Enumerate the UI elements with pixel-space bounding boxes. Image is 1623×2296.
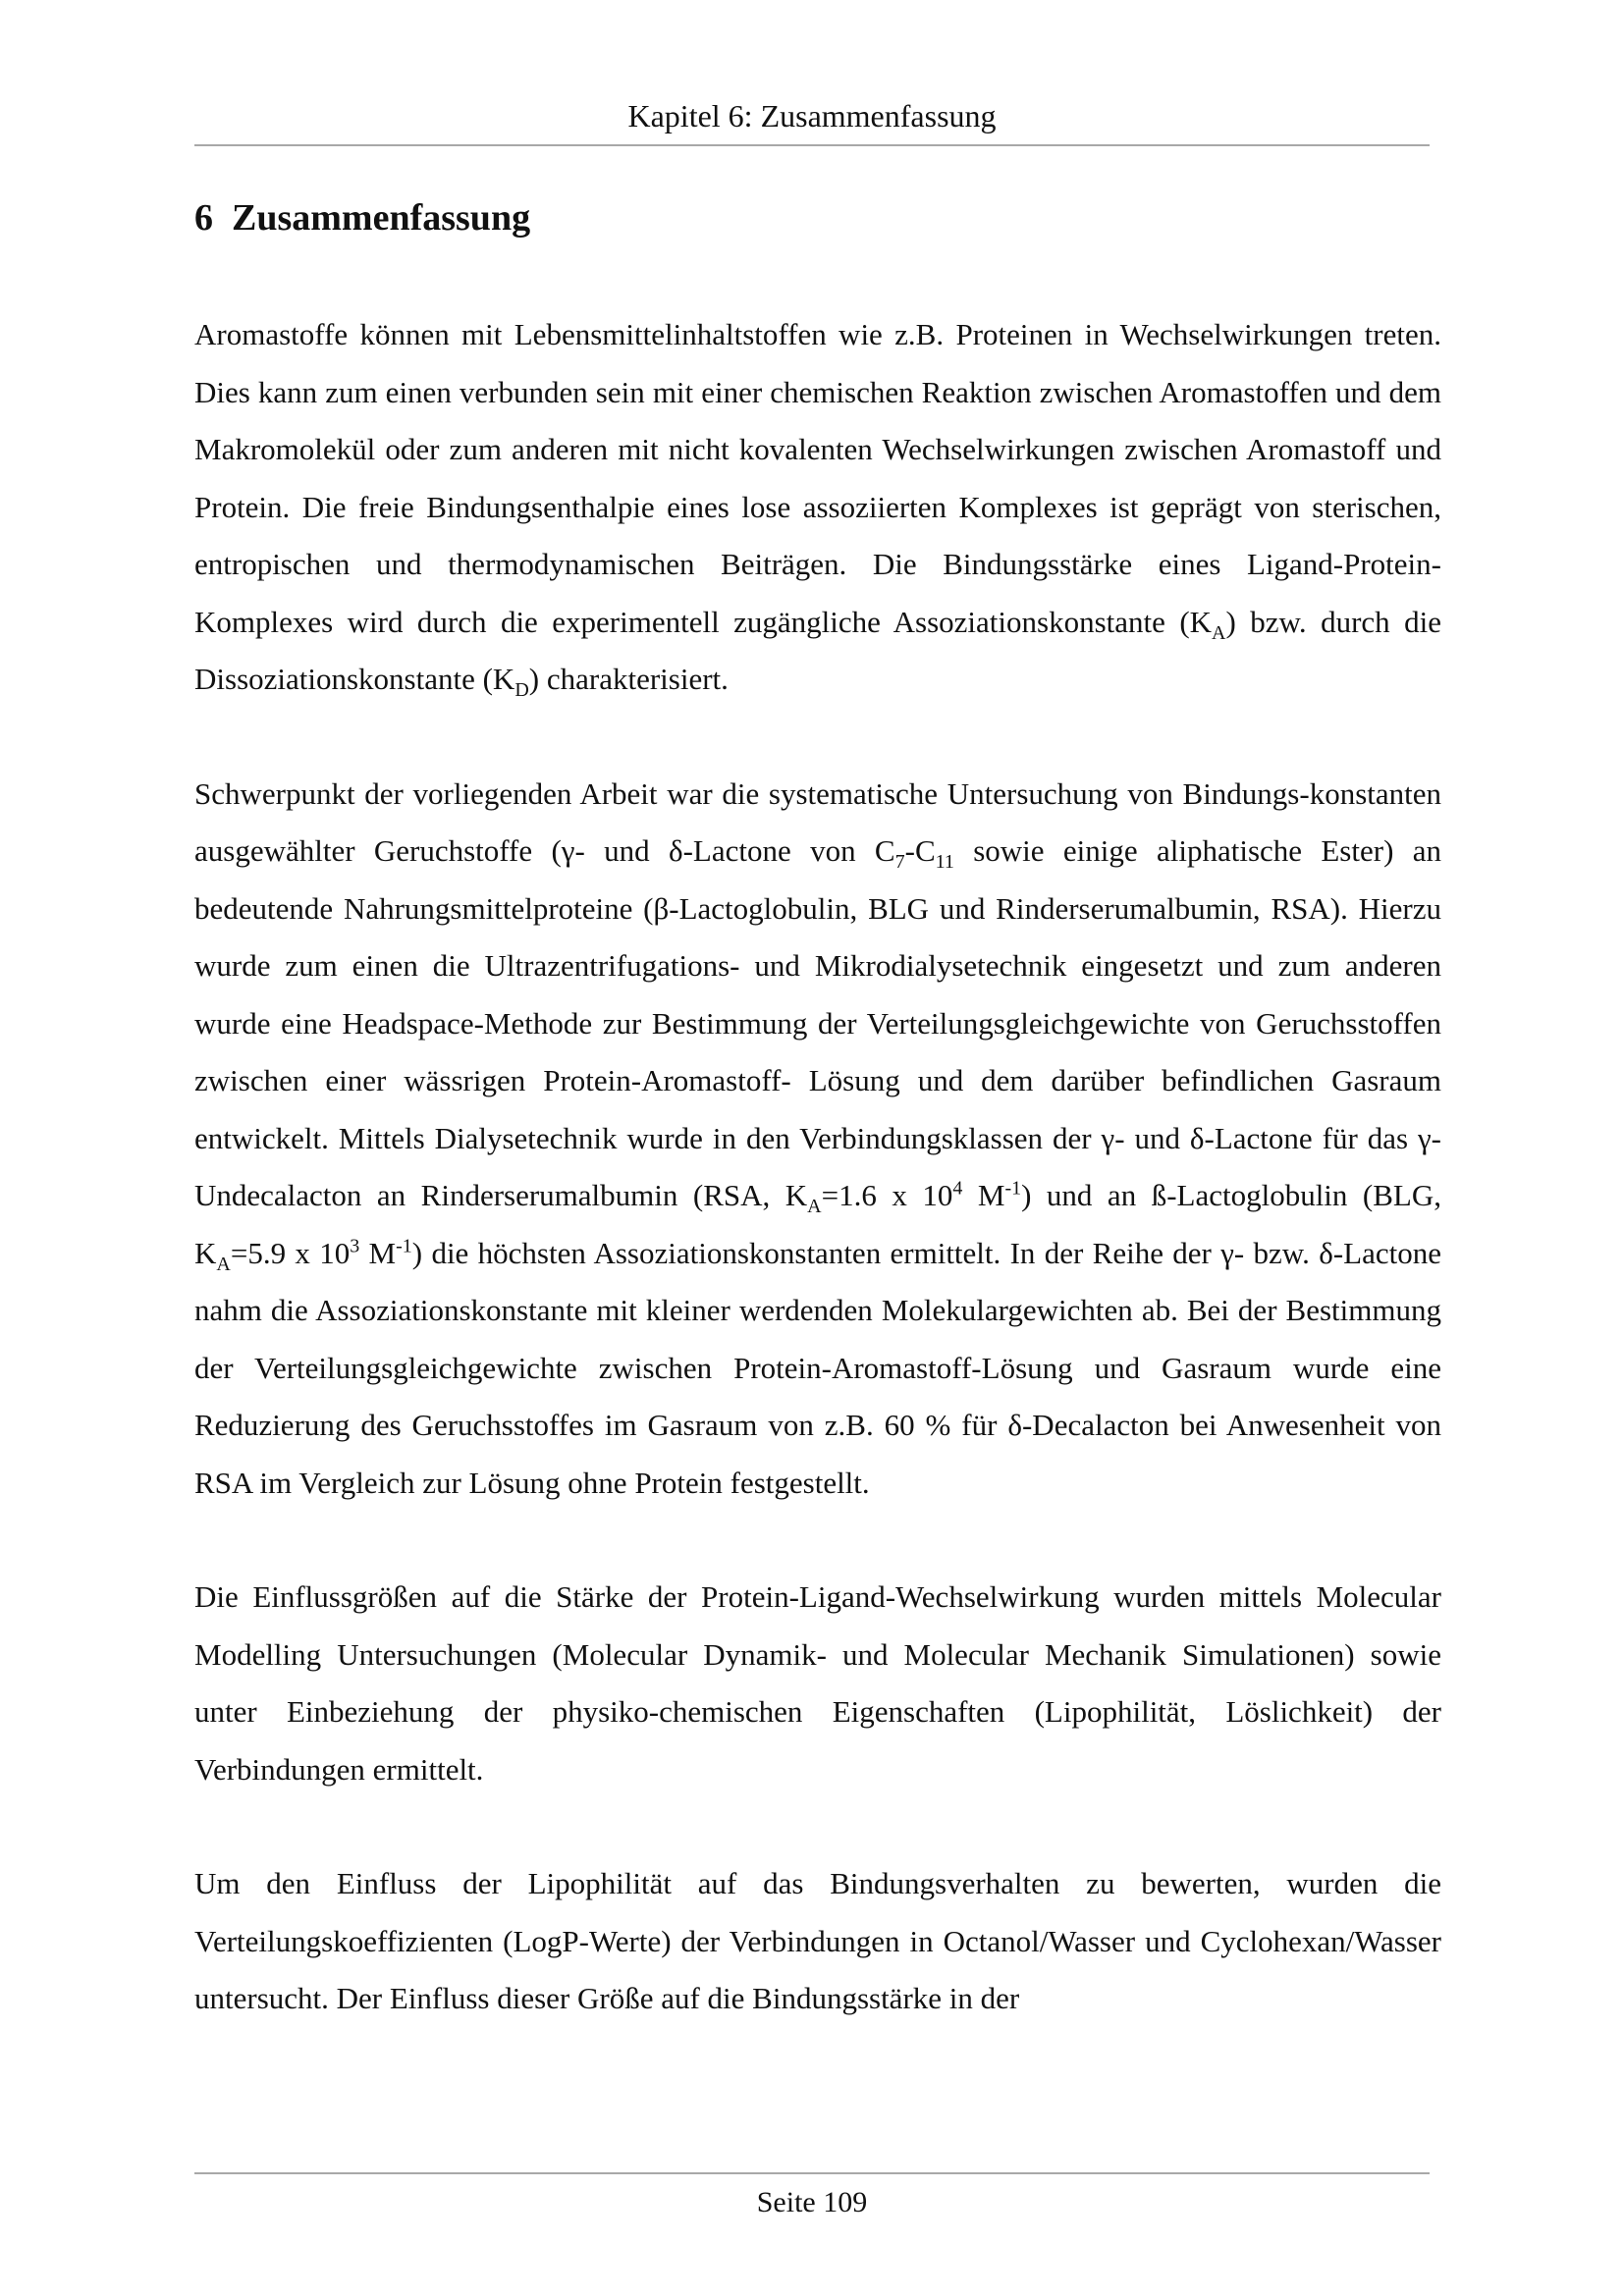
section-heading [194, 192, 530, 243]
header-rule [194, 144, 1430, 146]
section-title: Zusammenfassung [232, 197, 531, 239]
paragraph-4: Um den Einfluss der Lipophilität auf das Bindungsverhalten zu bewerten, wurden die Verteilungskoeffizienten (LogP-Werte) der Verbindungen in Octanol/Wasser und Cyclohexan/Wasser untersucht. Der Einfluss dieser Größe auf die Bindungsstärke in der [194, 1866, 1441, 2015]
section-number: 6 [194, 197, 213, 239]
running-header: Kapitel 6: Zusammenfassung [627, 98, 997, 133]
page-number: Seite 109 [756, 2186, 868, 2218]
paragraph-1: Aromastoffe können mit Lebensmittelinhaltstoffen wie z.B. Proteinen in Wechselwirkungen treten. Dies kann zum einen verbunden sein mit einer chemischen Reaktion zwischen Aromastoffen und dem Makromolekül oder zum anderen mit nicht kovalenten Wechselwirkungen zwischen Aromastoff und Protein. Die freie Bindungsenthalpie eines lose assoziierten Komplexes ist geprägt von sterischen, entropischen und thermodynamischen Beiträgen. Die Bindungsstärke eines Ligand-Protein-Komplexes wird durch die experimentell zugängliche Assoziationskonstante $(K_A)$ bzw. durch die Dissoziationskonstante $(K_D)$ charakterisiert. [194, 317, 1442, 702]
footer-rule [194, 2172, 1430, 2174]
paragraph-3: Die Einflussgrößen auf die Stärke der Protein-Ligand-Wechselwirkung wurden mittels Molecular Modelling Untersuchungen (Molecular Dynamik- und Molecular Mechanik Simulationen) sowie unter Einbeziehung der physiko-chemischen Eigenschaften (Lipophilität, Löslichkeit) der Verbindungen ermittelt. [194, 1579, 1441, 1787]
paragraph-2: Schwerpunkt der vorliegenden Arbeit war die systematische Untersuchung von Bindungs-konstanten ausgewählter Geruchstoffe (γ- und δ-Lactone von $C_7-C_{11}$ sowie einige aliphatische Ester) an bedeutende Nahrungsmittelproteine (β-Lactoglobulin, BLG und Rinderserumalbumin, RSA). Hierzu wurde zum einen die Ultrazentrifugations- und Mikrodialysetechnik eingesetzt und zum anderen wurde eine Headspace-Methode zur Bestimmung der Verteilungsgleichgewichte von Geruchsstoffen zwischen einer wässrigen Protein-Aromastoff- Lösung und dem darüber befindlichen Gasraum entwickelt. Mittels Dialysetechnik wurde in den Verbindungsklassen der γ- und δ-Lactone für das γ-Undecalacton an Rinderserumalbumin (RSA, $K_A=1.6$ x $10^4$ $M^{-1}$) und an ß-Lactoglobulin (BLG, $K_A=5.9$ x $10^3$ $M^{-1}$) die höchsten Assoziationskonstanten ermittelt. In der Reihe der γ- bzw. δ-Lactone nahm die Assoziationskonstante mit kleiner werdenden Molekulargewichten ab. Bei der Bestimmung der Verteilungsgleichgewichte zwischen Protein-Aromastoff-Lösung und Gasraum wurde eine Reduzierung des Geruchsstoffes im Gasraum von z.B. 60 % für δ-Decalacton bei Anwesenheit von RSA im Vergleich zur Lösung ohne Protein festgestellt. [194, 775, 1441, 1500]
body-text [194, 306, 1441, 2028]
